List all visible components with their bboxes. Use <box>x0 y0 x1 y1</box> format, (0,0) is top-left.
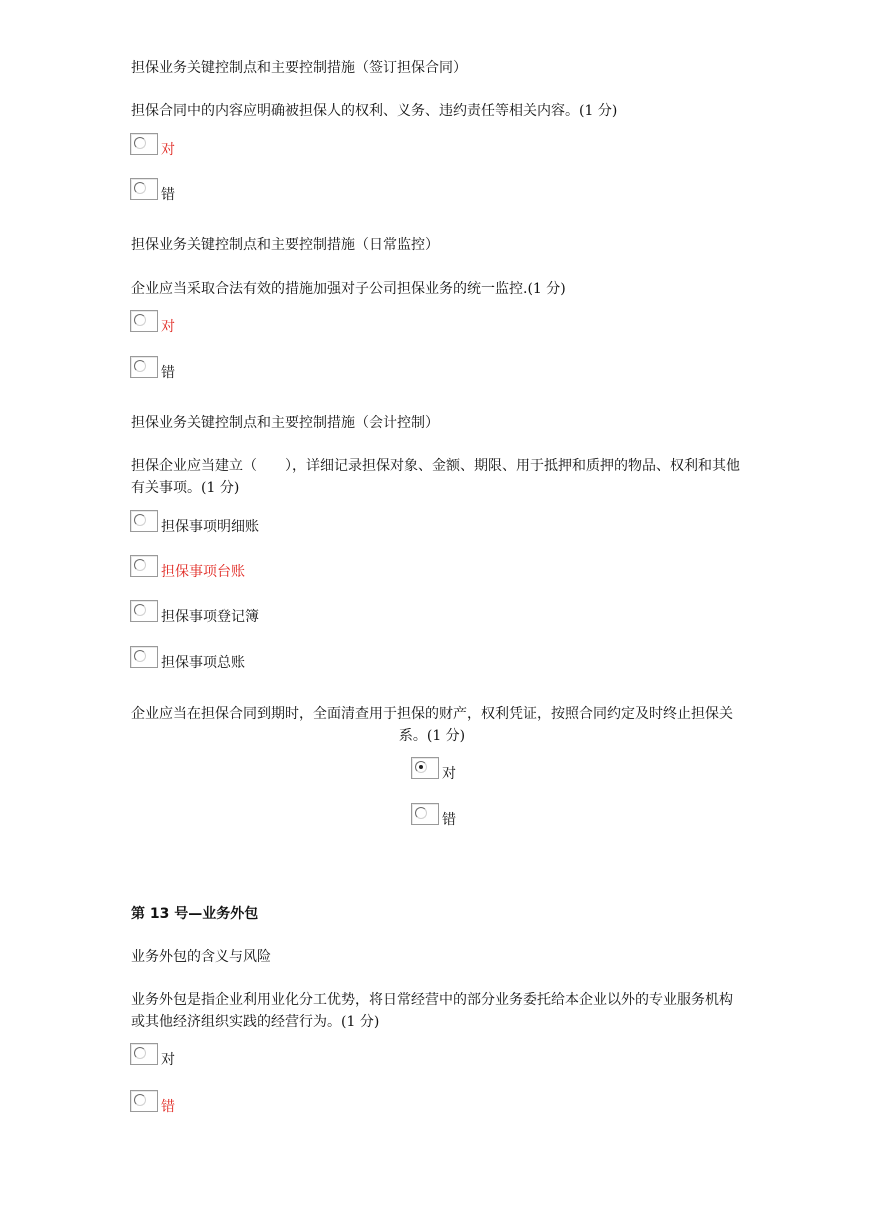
radio-button[interactable] <box>130 555 158 577</box>
question-text: 企业应当在担保合同到期时，全面清查用于担保的财产，权利凭证，按照合同约定及时终止担保关系。(1 分) <box>131 706 733 744</box>
section-subtitle: 担保业务关键控制点和主要控制措施（会计控制） <box>131 415 439 431</box>
option-label: 错 <box>161 187 175 203</box>
question-text: 担保合同中的内容应明确被担保人的权利、义务、违约责任等相关内容。(1 分) <box>131 103 618 119</box>
radio-button[interactable] <box>130 310 158 332</box>
option-label: 错 <box>161 1099 175 1115</box>
radio-button[interactable] <box>130 133 158 155</box>
option-label: 担保事项总账 <box>161 655 245 671</box>
chapter-heading: 第 13 号—业务外包 <box>131 906 259 922</box>
section-subtitle: 担保业务关键控制点和主要控制措施（签订担保合同） <box>131 60 467 76</box>
option-label: 对 <box>161 319 175 335</box>
radio-button[interactable] <box>411 803 439 825</box>
radio-button[interactable] <box>130 356 158 378</box>
option-label: 错 <box>161 365 175 381</box>
option-label: 担保事项登记簿 <box>161 609 259 625</box>
option-label: 担保事项台账 <box>161 564 245 580</box>
option-label: 对 <box>442 766 456 782</box>
question-text: 企业应当采取合法有效的措施加强对子公司担保业务的统一监控.(1 分) <box>131 281 566 297</box>
radio-button[interactable] <box>130 600 158 622</box>
radio-button[interactable] <box>130 1090 158 1112</box>
radio-button[interactable] <box>130 178 158 200</box>
radio-button-selected[interactable] <box>411 757 439 779</box>
question-text: 业务外包是指企业利用业化分工优势，将日常经营中的部分业务委托给本企业以外的专业服务机构或其他经济组织实践的经营行为。(1 分) <box>131 992 733 1030</box>
question-text: 担保企业应当建立（ ），详细记录担保对象、金额、期限、用于抵押和质押的物品、权利和其他有关事项。(1 分) <box>131 458 740 496</box>
section-subtitle: 担保业务关键控制点和主要控制措施（日常监控） <box>131 237 439 253</box>
radio-button[interactable] <box>130 1043 158 1065</box>
option-label: 对 <box>161 142 175 158</box>
option-label: 对 <box>161 1052 175 1068</box>
section-subtitle: 业务外包的含义与风险 <box>131 949 271 965</box>
option-label: 担保事项明细账 <box>161 519 259 535</box>
option-label: 错 <box>442 812 456 828</box>
radio-button[interactable] <box>130 510 158 532</box>
radio-button[interactable] <box>130 646 158 668</box>
